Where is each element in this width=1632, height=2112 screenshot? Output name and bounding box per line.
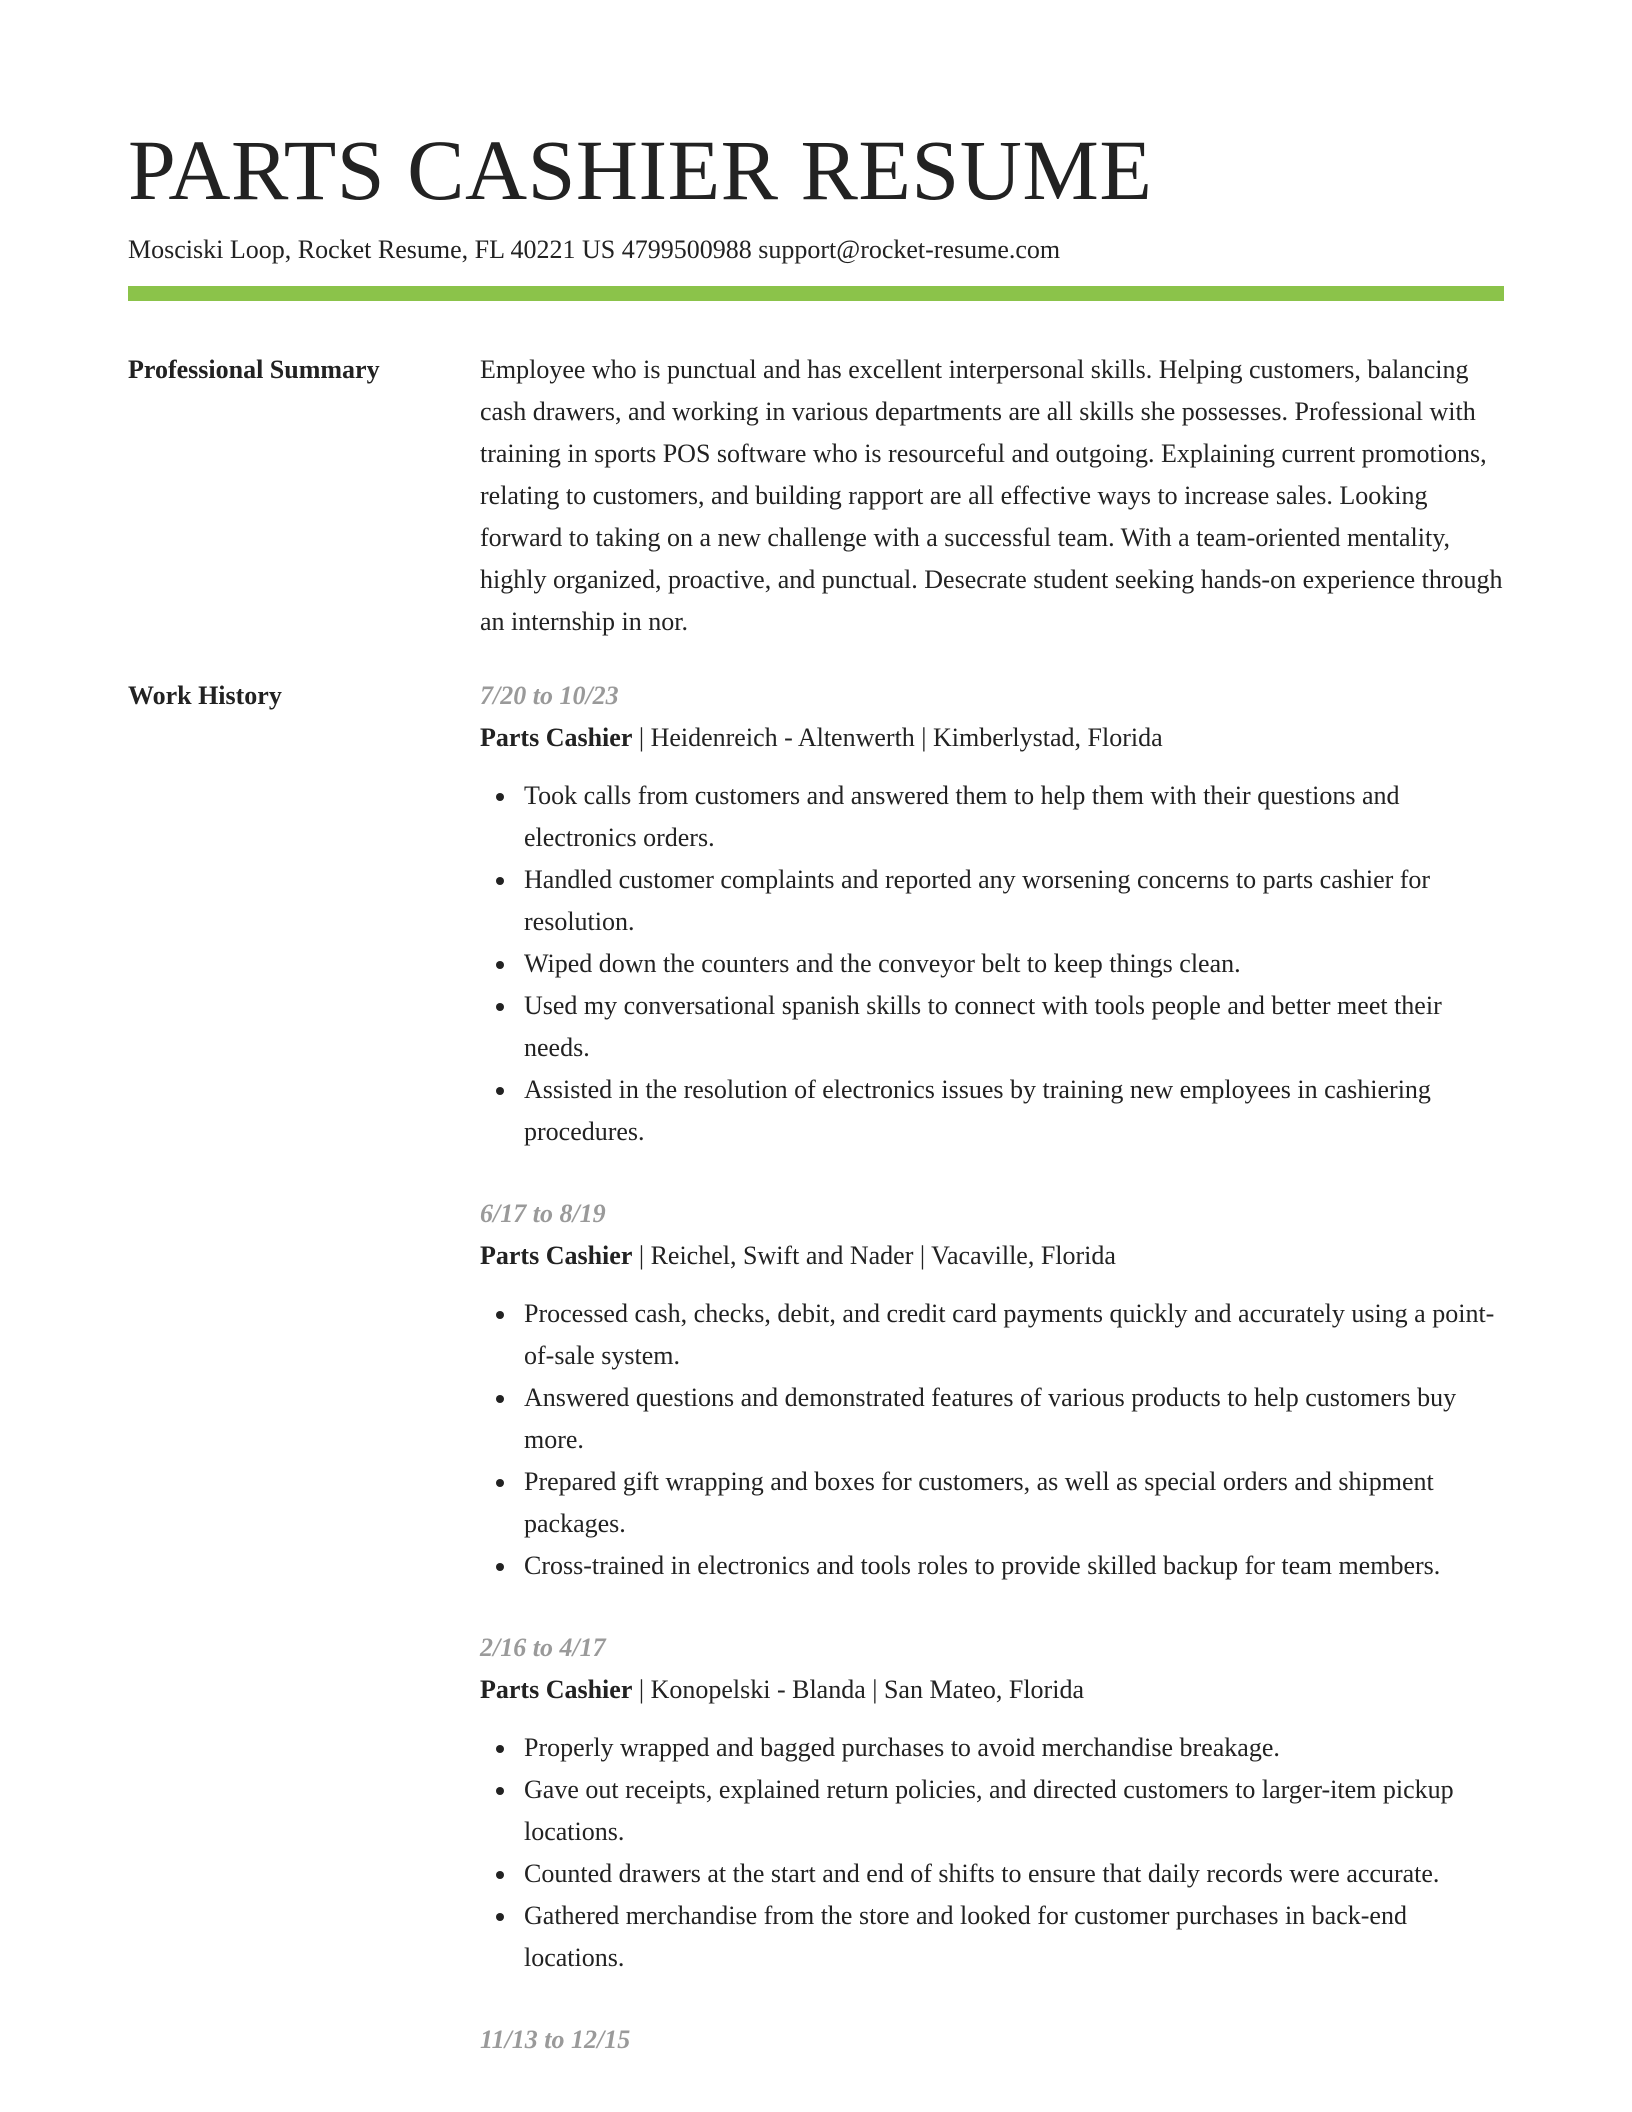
job-bullet: Properly wrapped and bagged purchases to avoid merchandise breakage. (524, 1727, 1504, 1769)
job-bullet-list (480, 1727, 1504, 1979)
job-dates: 11/13 to 12/15 (480, 2025, 631, 2054)
job-title: Parts Cashier (480, 1241, 633, 1270)
section-label-professional-summary: Professional Summary (128, 355, 380, 384)
job-title: Parts Cashier (480, 1675, 633, 1704)
job-bullet: Processed cash, checks, debit, and credit card payments quickly and accurately using a point-of-sale system. (524, 1293, 1504, 1377)
summary-text: Employee who is punctual and has excellent interpersonal skills. Helping customers, balancing cash drawers, and working in various departments are all skills she possesses. Professional with training in sports POS software who is resourceful and outgoing. Explaining current promotions, relating to customers, and building rapport are all effective ways to increase sales. Looking forward to taking on a new challenge with a successful team. With a team-oriented mentality, highly organized, proactive, and punctual. Desecrate student seeking hands-on experience through an internship in nor. (480, 355, 1503, 636)
job-dates: 7/20 to 10/23 (480, 681, 619, 710)
summary-body (480, 349, 1504, 643)
job-bullet: Took calls from customers and answered them to help them with their questions and electronics orders. (524, 775, 1504, 859)
job-bullet: Wiped down the counters and the conveyor belt to keep things clean. (524, 943, 1504, 985)
job-bullet: Counted drawers at the start and end of shifts to ensure that daily records were accurate. (524, 1853, 1504, 1895)
job-bullet-list (480, 775, 1504, 1153)
job-employer-location: | Reichel, Swift and Nader | Vacaville, Florida (632, 1241, 1116, 1270)
job-title: Parts Cashier (480, 723, 633, 752)
job-heading (480, 717, 1504, 759)
job-dates: 2/16 to 4/17 (480, 1633, 606, 1662)
job-bullet: Cross-trained in electronics and tools roles to provide skilled backup for team members. (524, 1545, 1504, 1587)
work-history-body (480, 675, 1504, 2101)
job-entry (480, 1627, 1504, 1979)
job-bullet: Gave out receipts, explained return policies, and directed customers to larger-item pickup locations. (524, 1769, 1504, 1853)
job-entry (480, 2019, 1504, 2061)
job-bullet: Prepared gift wrapping and boxes for customers, as well as special orders and shipment packages. (524, 1461, 1504, 1545)
job-entry (480, 1193, 1504, 1587)
page-title: PARTS CASHIER RESUME (128, 122, 1153, 218)
job-bullet: Used my conversational spanish skills to connect with tools people and better meet their needs. (524, 985, 1504, 1069)
job-heading (480, 1669, 1504, 1711)
contact-line: Mosciski Loop, Rocket Resume, FL 40221 US 4799500988 support@rocket-resume.com (128, 235, 1061, 264)
job-dates: 6/17 to 8/19 (480, 1199, 606, 1228)
section-label-work-history: Work History (128, 681, 282, 710)
job-heading (480, 1235, 1504, 1277)
job-bullet: Handled customer complaints and reported any worsening concerns to parts cashier for resolution. (524, 859, 1504, 943)
job-bullet: Assisted in the resolution of electronics issues by training new employees in cashiering procedures. (524, 1069, 1504, 1153)
job-employer-location: | Heidenreich - Altenwerth | Kimberlystad, Florida (632, 723, 1163, 752)
job-bullet: Gathered merchandise from the store and looked for customer purchases in back-end locations. (524, 1895, 1504, 1979)
job-entry (480, 675, 1504, 1153)
job-bullet: Answered questions and demonstrated features of various products to help customers buy more. (524, 1377, 1504, 1461)
header-divider (128, 286, 1504, 301)
job-bullet-list (480, 1293, 1504, 1587)
job-employer-location: | Konopelski - Blanda | San Mateo, Florida (632, 1675, 1084, 1704)
